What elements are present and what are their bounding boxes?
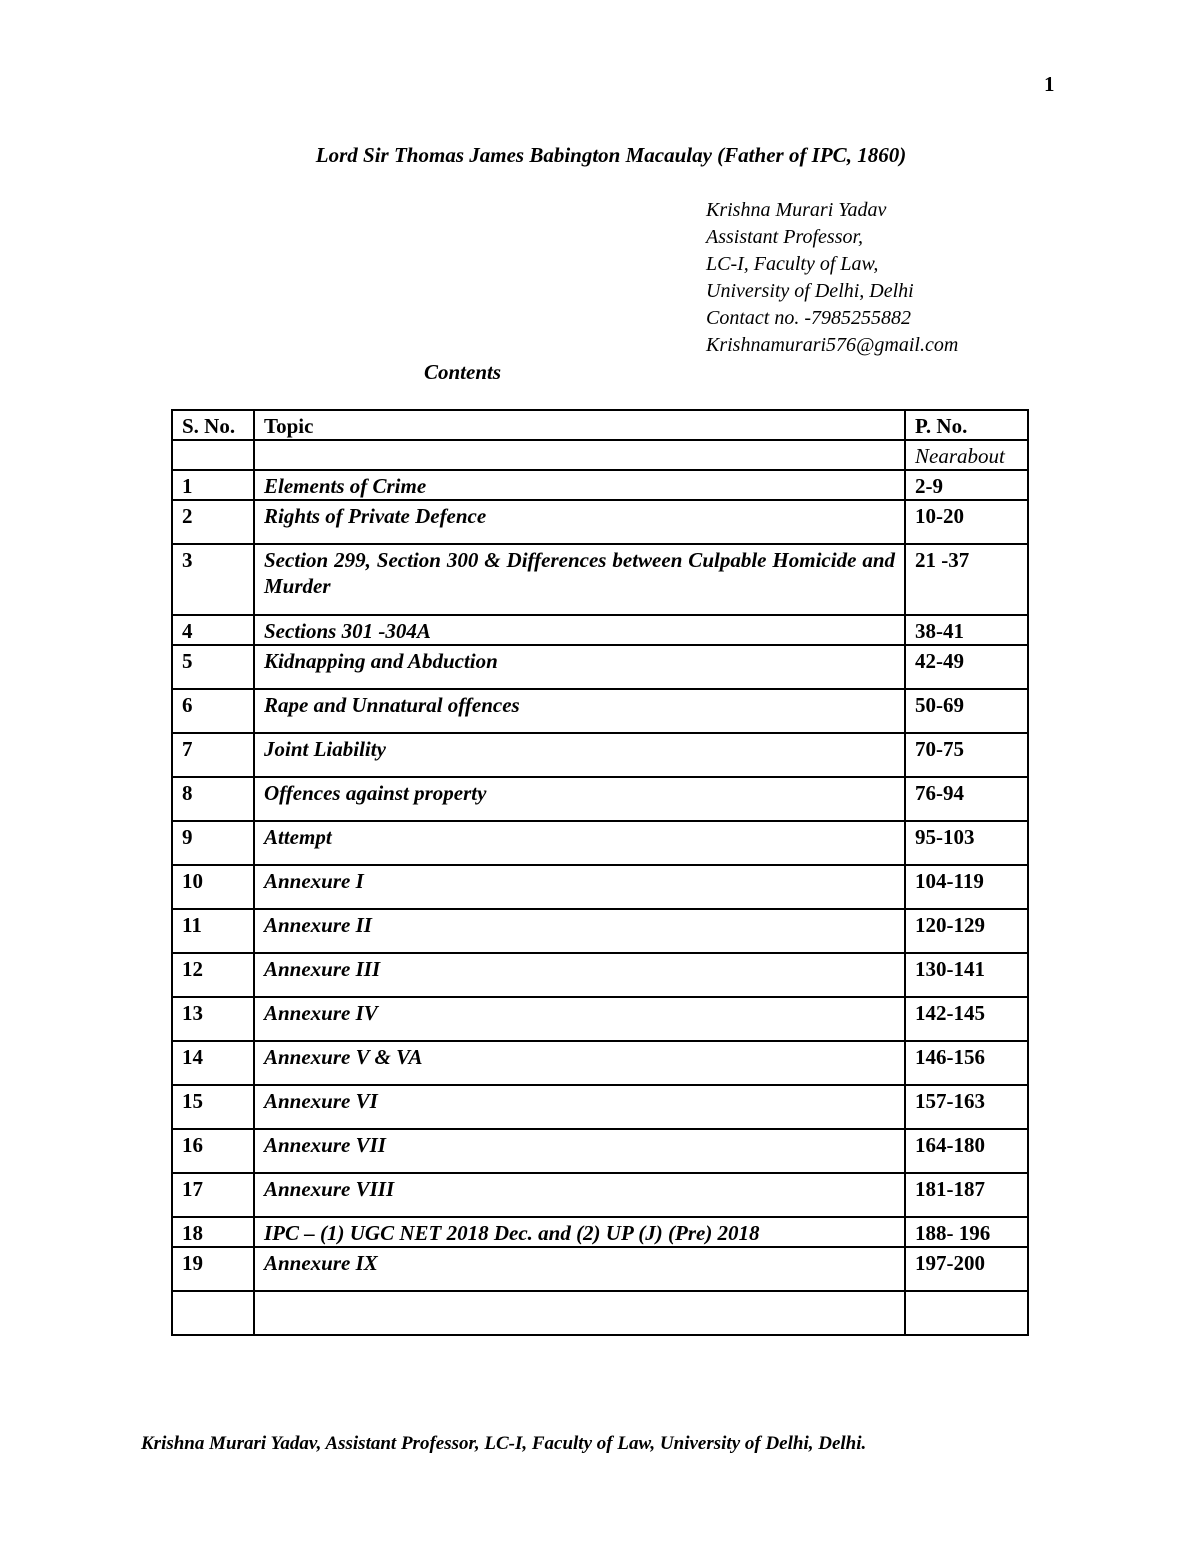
row-page: 130-141 xyxy=(905,953,1028,997)
table-row xyxy=(172,645,1028,689)
table-row xyxy=(172,1217,1028,1247)
row-sno: 8 xyxy=(172,777,254,821)
subheader-page: Nearabout xyxy=(905,440,1028,470)
author-designation: Assistant Professor, xyxy=(706,226,864,248)
row-sno: 11 xyxy=(172,909,254,953)
row-sno: 6 xyxy=(172,689,254,733)
row-page: 95-103 xyxy=(905,821,1028,865)
row-page: 104-119 xyxy=(905,865,1028,909)
row-topic: Joint Liability xyxy=(254,733,905,777)
author-contact: Contact no. -7985255882 xyxy=(706,307,911,329)
row-page: 120-129 xyxy=(905,909,1028,953)
table-subheader-row xyxy=(172,440,1028,470)
author-department: LC-I, Faculty of Law, xyxy=(706,253,879,275)
row-page: 38-41 xyxy=(905,615,1028,645)
table-row xyxy=(172,689,1028,733)
row-sno: 14 xyxy=(172,1041,254,1085)
author-email: Krishnamurari576@gmail.com xyxy=(706,334,959,356)
subheader-sno xyxy=(172,440,254,470)
table-row xyxy=(172,1291,1028,1335)
table-row xyxy=(172,909,1028,953)
row-page: 197-200 xyxy=(905,1247,1028,1291)
row-page: 2-9 xyxy=(905,470,1028,500)
row-topic: Annexure IV xyxy=(254,997,905,1041)
page-number: 1 xyxy=(1044,72,1055,96)
row-sno: 13 xyxy=(172,997,254,1041)
contents-heading: Contents xyxy=(424,360,502,384)
row-topic: Annexure I xyxy=(254,865,905,909)
page-footer: Krishna Murari Yadav, Assistant Professor, LC-I, Faculty of Law, University of Delhi, Delhi. xyxy=(141,1433,867,1454)
author-university: University of Delhi, Delhi xyxy=(706,280,914,302)
row-topic: Offences against property xyxy=(254,777,905,821)
subheader-topic xyxy=(254,440,905,470)
table-row xyxy=(172,500,1028,544)
row-sno: 19 xyxy=(172,1247,254,1291)
author-name: Krishna Murari Yadav xyxy=(706,199,887,221)
row-sno: 7 xyxy=(172,733,254,777)
row-topic: Kidnapping and Abduction xyxy=(254,645,905,689)
row-topic: Annexure II xyxy=(254,909,905,953)
row-topic: Rape and Unnatural offences xyxy=(254,689,905,733)
row-page: 142-145 xyxy=(905,997,1028,1041)
header-page: P. No. xyxy=(905,410,1028,440)
table-row xyxy=(172,544,1028,615)
row-topic xyxy=(254,1291,905,1335)
row-sno: 2 xyxy=(172,500,254,544)
row-sno: 15 xyxy=(172,1085,254,1129)
row-page: 21 -37 xyxy=(905,544,1028,615)
row-page xyxy=(905,1291,1028,1335)
row-sno: 3 xyxy=(172,544,254,615)
table-row xyxy=(172,470,1028,500)
table-row xyxy=(172,1085,1028,1129)
table-row xyxy=(172,1173,1028,1217)
row-page: 42-49 xyxy=(905,645,1028,689)
row-sno: 1 xyxy=(172,470,254,500)
table-row xyxy=(172,733,1028,777)
row-sno: 9 xyxy=(172,821,254,865)
row-page: 188- 196 xyxy=(905,1217,1028,1247)
row-page: 164-180 xyxy=(905,1129,1028,1173)
row-page: 146-156 xyxy=(905,1041,1028,1085)
table-row xyxy=(172,821,1028,865)
contents-table xyxy=(171,409,1029,1336)
document-title: Lord Sir Thomas James Babington Macaulay (Father of IPC, 1860) xyxy=(315,143,907,167)
row-topic: Sections 301 -304A xyxy=(254,615,905,645)
table-row xyxy=(172,1041,1028,1085)
header-topic: Topic xyxy=(254,410,905,440)
author-block xyxy=(706,197,958,359)
table-row xyxy=(172,865,1028,909)
row-topic: Annexure VII xyxy=(254,1129,905,1173)
table-row xyxy=(172,997,1028,1041)
table-row xyxy=(172,1129,1028,1173)
row-sno: 16 xyxy=(172,1129,254,1173)
row-page: 10-20 xyxy=(905,500,1028,544)
row-page: 181-187 xyxy=(905,1173,1028,1217)
row-topic: Attempt xyxy=(254,821,905,865)
table-row xyxy=(172,953,1028,997)
row-sno: 18 xyxy=(172,1217,254,1247)
header-sno: S. No. xyxy=(172,410,254,440)
row-topic: Annexure III xyxy=(254,953,905,997)
row-sno xyxy=(172,1291,254,1335)
row-sno: 10 xyxy=(172,865,254,909)
row-topic: Annexure VI xyxy=(254,1085,905,1129)
row-page: 76-94 xyxy=(905,777,1028,821)
row-sno: 5 xyxy=(172,645,254,689)
contents-table-body xyxy=(172,410,1028,1335)
row-topic: Annexure IX xyxy=(254,1247,905,1291)
row-page: 157-163 xyxy=(905,1085,1028,1129)
table-row xyxy=(172,615,1028,645)
row-topic: IPC – (1) UGC NET 2018 Dec. and (2) UP (J) (Pre) 2018 xyxy=(254,1217,905,1247)
row-topic: Annexure V & VA xyxy=(254,1041,905,1085)
row-topic: Annexure VIII xyxy=(254,1173,905,1217)
table-header-row xyxy=(172,410,1028,440)
table-row xyxy=(172,1247,1028,1291)
row-topic: Rights of Private Defence xyxy=(254,500,905,544)
row-sno: 17 xyxy=(172,1173,254,1217)
row-topic: Elements of Crime xyxy=(254,470,905,500)
table-row xyxy=(172,777,1028,821)
row-sno: 4 xyxy=(172,615,254,645)
row-page: 70-75 xyxy=(905,733,1028,777)
row-page: 50-69 xyxy=(905,689,1028,733)
row-topic: Section 299, Section 300 & Differences between Culpable Homicide and Murder xyxy=(254,544,905,615)
row-sno: 12 xyxy=(172,953,254,997)
